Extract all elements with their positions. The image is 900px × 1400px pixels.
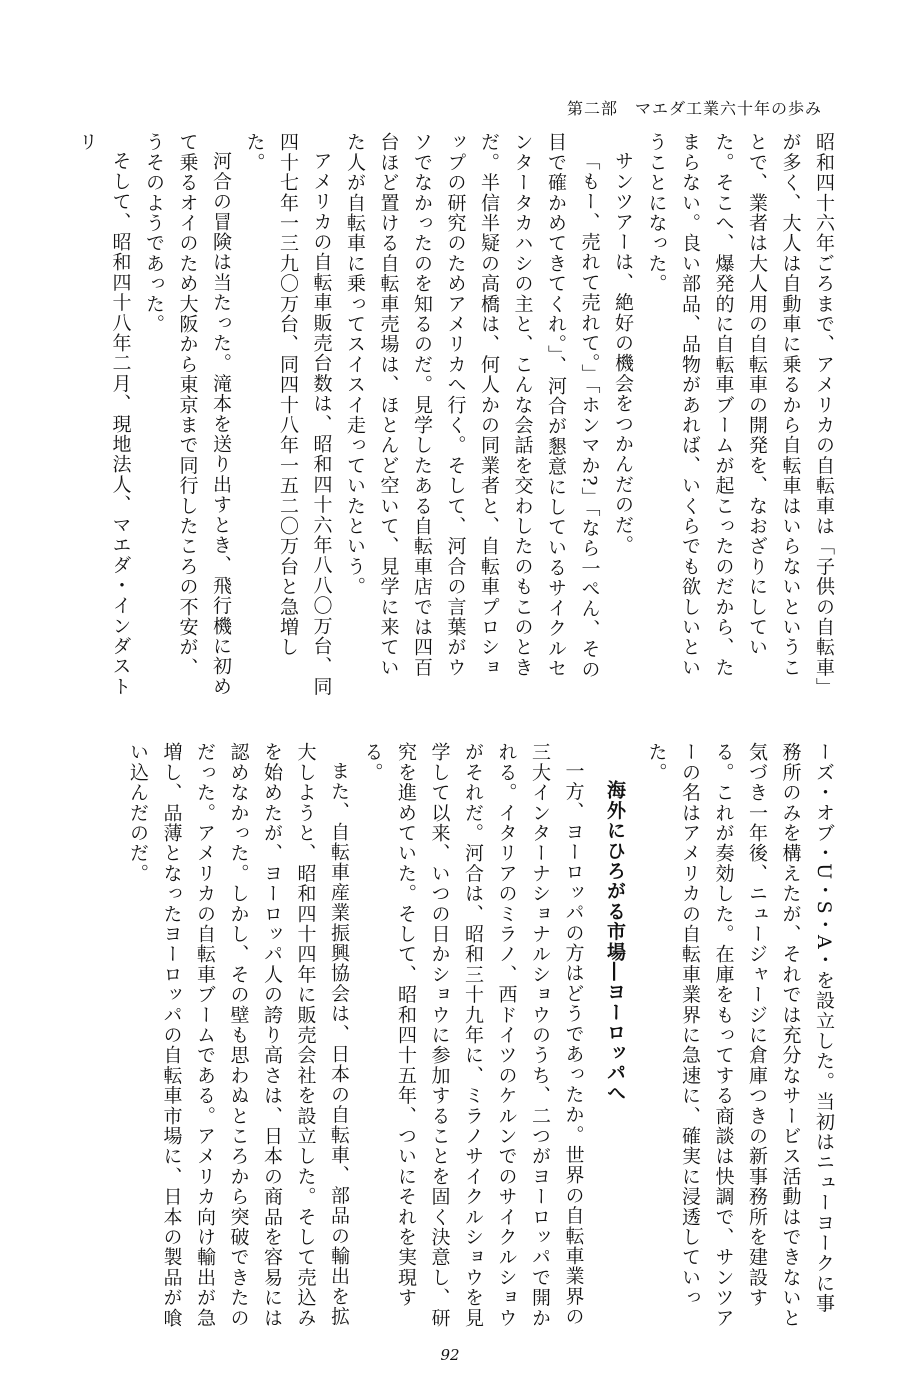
lower-text-block bbox=[121, 742, 841, 1332]
paragraph: ーズ・オブ・U・S・A・を設立した。当初はニューヨークに事務所のみを構えたが、それでは充分なサービス活動はできないと気づき一年後、ニュージャージに倉庫つきの新事務所を建設する。これが奏効した。在庫をもってする商談は快調で、サンツアーの名はアメリカの自転車業界に急速に、確実に浸透していった。 bbox=[645, 742, 835, 1328]
paragraph: 昭和四十六年ごろまで、アメリカの自転車は「子供の自転車」が多く、大人は自動車に乗るから自転車はいらないということで、業者は大人用の自転車の開発を、なおざりにしていた。そこへ、爆発的に自転車ブームが起こったのだから、たまらない。良い部品、品物があれば、いくらでも欲しいということになった。 bbox=[645, 132, 835, 689]
section-heading: 海外にひろがる市場―ヨーロッパへ bbox=[604, 780, 626, 1104]
paragraph: アメリカの自転車販売台数は、昭和四十六年八八〇万台、同四十七年一三九〇万台、同四十八年一五二〇万台と急増した。 bbox=[243, 132, 333, 697]
paragraph: 河合の冒険は当たった。滝本を送り出すとき、飛行機に初めて乗るオイのため大阪から東京まで同行したころの不安が、うそのようであった。 bbox=[143, 132, 232, 697]
running-head: 第二部 マエダ工業六十年の歩み bbox=[566, 99, 822, 118]
paragraph: そして、昭和四十八年二月、現地法人、マエダ・インダストリ bbox=[76, 132, 132, 697]
page-number: 92 bbox=[440, 1346, 460, 1364]
paragraph: 「もー、売れて売れて。」「ホンマか?」「なら一ぺん、その目で確かめてきてくれ。」、河合が懇意にしているサイクルセンタータカハシの主と、こんな会話を交わしたのもこのときだ。半信半疑の高橋は、何人かの同業者と、自転車プロショップの研究のためアメリカへ行く。そして、河合の言葉がウソでなかったのを知るのだ。見学したある自転車店では四百台ほど置ける自転車売場は、ほとんど空いて、見学に来ていた人が自転車に乗ってスイスイ走っていたという。 bbox=[344, 132, 601, 680]
paragraph: 一方、ヨーロッパの方はどうであったか。世界の自転車業界の三大インターナショナルショウのうち、二つがヨーロッパで開かれる。イタリアのミラノ、西ドイツのケルンでのサイクルショウがそれだ。河合は、昭和三十九年に、ミラノサイクルショウを見学して以来、いつの日かショウに参加することを固く決意し、研究を進めていた。そして、昭和四十五年、ついにそれを実現する。 bbox=[361, 742, 585, 1328]
upper-text-block bbox=[70, 132, 841, 697]
paragraph: サンツアーは、絶好の機会をつかんだのだ。 bbox=[612, 151, 634, 555]
paragraph: また、自転車産業振興協会は、日本の自転車、部品の輸出を拡大しようと、昭和四十四年に販売会社を設立した。そして売込みを始めたが、ヨーロッパ人の誇り高さは、日本の商品を容易には認めなかった。しかし、その壁も思わぬところから突破できたのだった。アメリカの自転車ブームである。アメリカ向け輸出が急増し、品薄となったヨーロッパの自転車市場に、日本の製品が喰い込んだのだ。 bbox=[127, 742, 350, 1328]
